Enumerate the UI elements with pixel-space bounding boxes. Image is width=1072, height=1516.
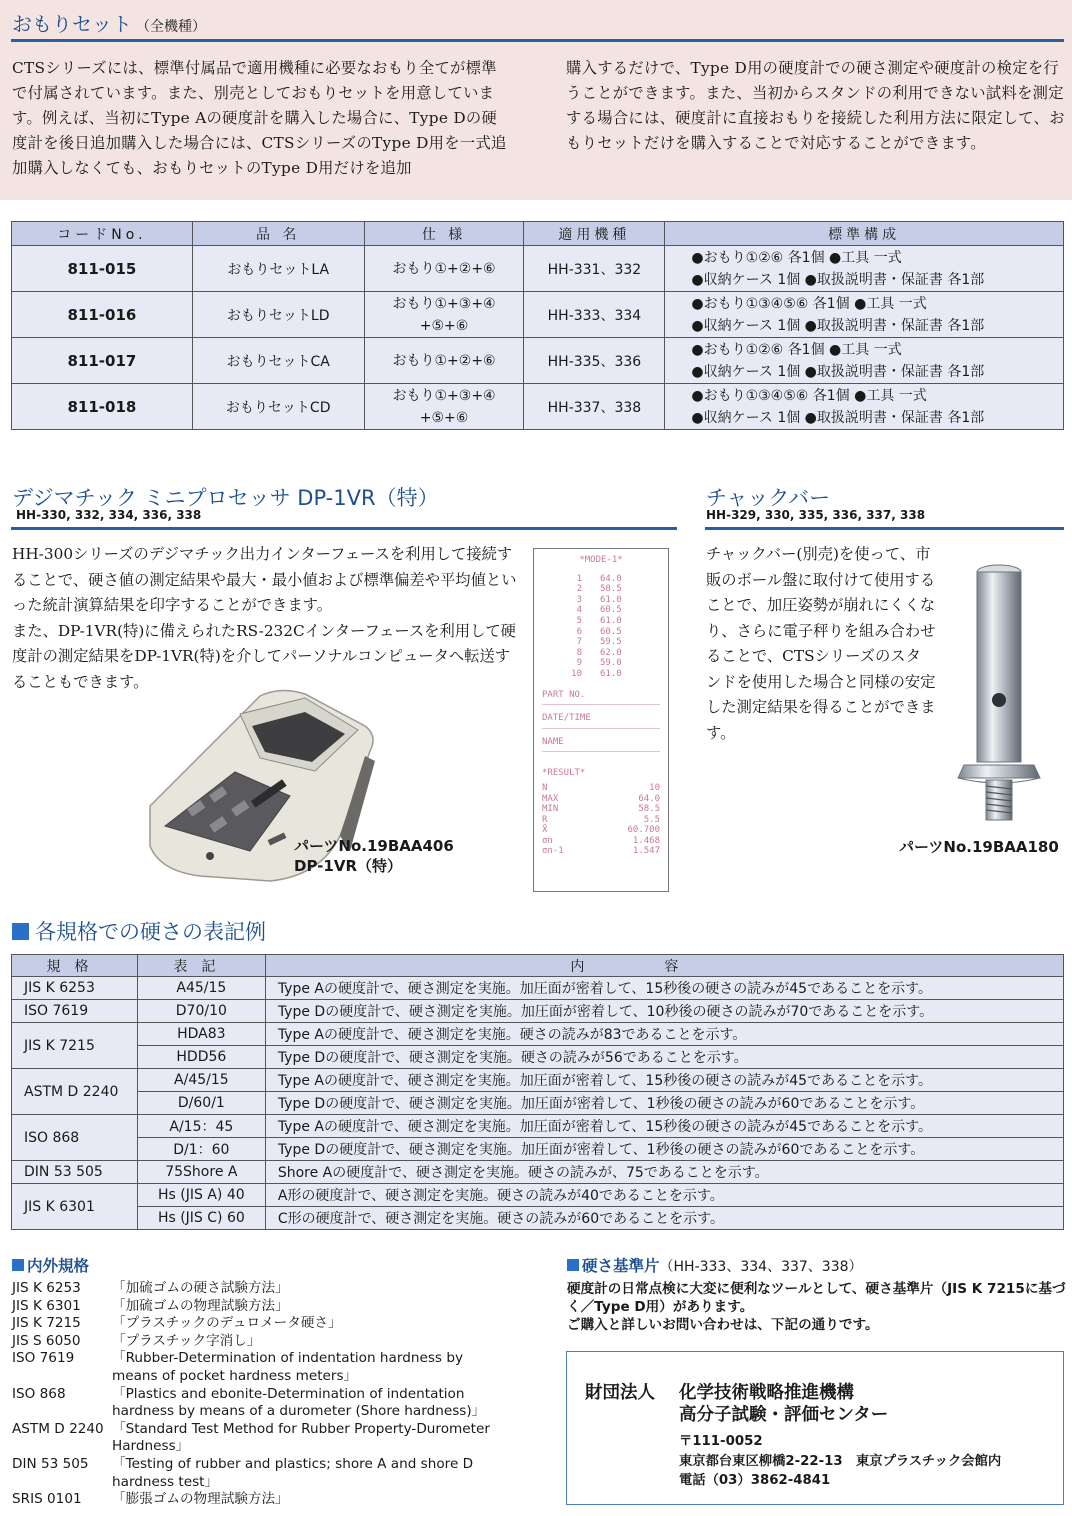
content-cell: Type Dの硬度計で、硬さ測定を実施。硬さの読みが56であることを示す。 <box>265 1046 1063 1069</box>
reference-block-description: 硬度計の日常点検に大変に便利なツールとして、硬さ基準片（JIS K 7215に基づく／Type D用）があります。 ご購入と詳しいお問い合わせは、下記の通りです。 <box>567 1281 1066 1333</box>
printer-models: HH-330, 332, 334, 336, 338 <box>16 508 202 522</box>
table-row <box>12 1023 1064 1046</box>
content-cell: Type Aの硬度計で、硬さ測定を実施。加圧面が密着して、15秒後の硬さの読みが45であることを示す。 <box>265 1069 1063 1092</box>
header-spec: 仕 様 <box>364 222 524 246</box>
list-item: JIS S 6050 「プラスチック字消し」 <box>12 1332 261 1349</box>
list-item: ISO 7619 「Rubber-Determination of indentation hardness by means of pocket hardness meters」 <box>12 1350 463 1384</box>
chuck-bar-models: HH-329, 330, 335, 336, 337, 338 <box>706 508 926 522</box>
model-cell: HH-333、334 <box>524 292 665 338</box>
spec-cell: おもり①+③+④ +⑤+⑥ <box>364 384 524 430</box>
header-standard: 規格 <box>12 955 138 977</box>
table-row <box>12 1161 1064 1184</box>
printout-sample: *MODE-1* 1 64.0 2 58.5 3 61.0 4 60.5 5 61.0 6 60.5 7 59.5 8 62.0 9 59.0 10 61.0 PART NO. DATE/TIME NAME *RESULT* N 10 MAX 64.0 MIN 58.5 R 5.5 X̄ 60.700 σn 1.468 σn-1 1.547 <box>533 548 669 892</box>
table-row <box>12 338 1064 384</box>
name-cell: おもりセットCD <box>192 384 364 430</box>
content-cell: Type Aの硬度計で、硬さ測定を実施。加圧面が密着して、15秒後の硬さの読みが45であることを示す。 <box>265 1115 1063 1138</box>
notation-cell: D70/10 <box>137 1000 265 1023</box>
list-item: DIN 53 505 「Testing of rubber and plastics; shore A and shore D hardness test」 <box>12 1455 474 1490</box>
standards-title: 内外規格 <box>12 1254 89 1276</box>
standard-cell: JIS K 6301 <box>12 1184 138 1230</box>
chuck-bar-title: チャックバー <box>706 486 831 510</box>
content-cell: Type Aの硬度計で、硬さ測定を実施。硬さの読みが83であることを示す。 <box>265 1023 1063 1046</box>
list-item: ASTM D 2240 「Standard Test Method for Rubber Property-Durometer Hardness」 <box>12 1420 490 1455</box>
list-item: JIS K 7215 「プラスチックのデュロメータ硬さ」 <box>12 1315 342 1332</box>
chuck-bar-part-label: パーツNo.19BAA180 <box>899 838 1059 856</box>
reference-block-title: 硬さ基準片（HH-333、334、337、338） <box>567 1254 863 1276</box>
spec-cell: おもり①+②+⑥ <box>364 338 524 384</box>
composition-cell: ●おもり①③④⑤⑥ 各1個 ●工具 一式 ●収納ケース 1個 ●取扱説明書・保証書 各1部 <box>665 384 1064 430</box>
notation-cell: A/15：45 <box>137 1115 265 1138</box>
hardness-notation-table <box>11 954 1064 1230</box>
header-notation: 表記 <box>137 955 265 977</box>
code-cell: 811-017 <box>12 338 193 384</box>
weight-set-intro-left: CTSシリーズには、標準付属品で適用機種に必要なおもり全てが標準で付属されています。また、別売としておもりセットを用意しています。例えば、当初にType Aの硬度計を購入した場合に、Type Dの硬度計を後日追加購入した場合には、CTSシリーズのType D用を一式追加購入しなくても、おもりセットのType D用だけを追加 <box>12 59 507 177</box>
spec-cell: おもり①+③+④ +⑤+⑥ <box>364 292 524 338</box>
standard-cell: ISO 868 <box>12 1115 138 1161</box>
standard-cell: JIS K 7215 <box>12 1023 138 1069</box>
composition-cell: ●おもり①②⑥ 各1個 ●工具 一式 ●収納ケース 1個 ●取扱説明書・保証書 各1部 <box>665 246 1064 292</box>
content-cell: Type Aの硬度計で、硬さ測定を実施。加圧面が密着して、15秒後の硬さの読みが45であることを示す。 <box>265 977 1063 1000</box>
list-item: JIS K 6253 「加硫ゴムの硬さ試験方法」 <box>12 1280 289 1296</box>
standard-cell: ISO 7619 <box>12 1000 138 1023</box>
content-cell: Shore Aの硬度計で、硬さ測定を実施。硬さの読みが、75であることを示す。 <box>265 1161 1063 1184</box>
standards-list <box>12 1280 512 1509</box>
square-bullet-icon <box>12 923 29 940</box>
printer-part-label: パーツNo.19BAA406 DP-1VR（特） <box>294 837 454 875</box>
square-bullet-icon <box>12 1259 24 1271</box>
contact-address: 〒111-0052 東京都台東区柳橋2-22-13 東京プラスチック会館内 電話（03）3862-4841 <box>679 1432 1063 1491</box>
code-cell: 811-018 <box>12 384 193 430</box>
notation-cell: HDA83 <box>137 1023 265 1046</box>
divider <box>11 39 1064 42</box>
composition-cell: ●おもり①③④⑤⑥ 各1個 ●工具 一式 ●収納ケース 1個 ●取扱説明書・保証書 各1部 <box>665 292 1064 338</box>
weight-set-table <box>11 221 1064 430</box>
notation-cell: A45/15 <box>137 977 265 1000</box>
table-row <box>12 1092 1064 1115</box>
standard-cell: DIN 53 505 <box>12 1161 138 1184</box>
table-row <box>12 977 1064 1000</box>
code-cell: 811-015 <box>12 246 193 292</box>
notation-cell: D/60/1 <box>137 1092 265 1115</box>
header-code: コードNo. <box>12 222 193 246</box>
name-cell: おもりセットCA <box>192 338 364 384</box>
header-model: 適用機種 <box>524 222 665 246</box>
printer-title: デジマチック ミニプロセッサ DP-1VR（特） <box>12 486 439 510</box>
content-cell: Type Dの硬度計で、硬さ測定を実施。加圧面が密着して、1秒後の硬さの読みが60であることを示す。 <box>265 1138 1063 1161</box>
printout-header: *MODE-1* <box>579 555 623 565</box>
model-cell: HH-331、332 <box>524 246 665 292</box>
header-composition: 標準構成 <box>665 222 1064 246</box>
table-row <box>12 1115 1064 1138</box>
header-content: 内容 <box>265 955 1063 977</box>
table-header-row <box>12 955 1064 977</box>
printout-stats: N 10 MAX 64.0 MIN 58.5 R 5.5 X̄ 60.700 σn 1.468 σn-1 1.547 <box>542 782 660 857</box>
list-item: JIS K 6301 「加硫ゴムの物理試験方法」 <box>12 1297 289 1314</box>
standard-cell: JIS K 6253 <box>12 977 138 1000</box>
notation-cell: D/1：60 <box>137 1138 265 1161</box>
notation-cell: Hs (JIS A) 40 <box>137 1184 265 1207</box>
composition-cell: ●おもり①②⑥ 各1個 ●工具 一式 ●収納ケース 1個 ●取扱説明書・保証書 各1部 <box>665 338 1064 384</box>
weight-set-title: おもりセット （全機種） <box>12 12 206 36</box>
content-cell: C形の硬度計で、硬さ測定を実施。硬さの読みが60であることを示す。 <box>265 1207 1063 1230</box>
table-row <box>12 1184 1064 1207</box>
code-cell: 811-016 <box>12 292 193 338</box>
table-header-row <box>12 222 1064 246</box>
weight-set-intro-right: 購入するだけで、Type D用の硬度計での硬さ測定や硬度計の検定を行うことができます。また、当初からスタンドの利用できない試料を測定する場合には、硬度計に直接おもりを接続した利用方法に限定して、おもりセットだけを購入することで対応することができます。 <box>566 59 1065 152</box>
model-cell: HH-337、338 <box>524 384 665 430</box>
header-name: 品 名 <box>192 222 364 246</box>
notation-cell: A/45/15 <box>137 1069 265 1092</box>
square-bullet-icon <box>567 1259 579 1271</box>
organization: 財団法人 化学技術戦略推進機構 高分子試験・評価センター <box>585 1383 889 1425</box>
divider <box>705 527 1064 530</box>
chuck-bar-image <box>954 560 1044 830</box>
divider <box>11 527 677 530</box>
name-cell: おもりセットLD <box>192 292 364 338</box>
contact-phone: 電話（03）3862-4841 <box>679 1473 831 1488</box>
contact-box <box>566 1351 1064 1505</box>
hardness-notation-title: 各規格での硬さの表記例 <box>12 916 266 946</box>
table-row <box>12 246 1064 292</box>
chuck-bar-description: チャックバー(別売)を使って、市販のボール盤に取付けて使用することで、加圧姿勢が崩れにくくなり、さらに電子秤りを組み合わせることで、CTSシリーズのスタンドを使用した場合と同様の安定した測定結果を得ることができます。 <box>706 545 936 742</box>
content-cell: Type Dの硬度計で、硬さ測定を実施。加圧面が密着して、10秒後の硬さの読みが70であることを示す。 <box>265 1000 1063 1023</box>
table-row <box>12 292 1064 338</box>
table-row <box>12 1046 1064 1069</box>
notation-cell: 75Shore A <box>137 1161 265 1184</box>
content-cell: Type Dの硬度計で、硬さ測定を実施。加圧面が密着して、1秒後の硬さの読みが60であることを示す。 <box>265 1092 1063 1115</box>
printer-description: HH-300シリーズのデジマチック出力インターフェースを利用して接続することで、硬さ値の測定結果や最大・最小値および標準偏差や平均値といった統計演算結果を印字することができます。 また、DP-1VR(特)に備えられたRS-232Cインターフェースを利用して硬度計の測定結果をDP-1VR(特)を介してパーソナルコンピュータへ転送することもできます。 <box>12 545 517 691</box>
standard-cell: ASTM D 2240 <box>12 1069 138 1115</box>
spec-cell: おもり①+②+⑥ <box>364 246 524 292</box>
table-row <box>12 1138 1064 1161</box>
name-cell: おもりセットLA <box>192 246 364 292</box>
printout-readings: 1 64.0 2 58.5 3 61.0 4 60.5 5 61.0 6 60.5 7 59.5 8 62.0 9 59.0 10 61.0 <box>571 573 622 679</box>
model-cell: HH-335、336 <box>524 338 665 384</box>
table-row <box>12 384 1064 430</box>
notation-cell: HDD56 <box>137 1046 265 1069</box>
table-row <box>12 1000 1064 1023</box>
notation-cell: Hs (JIS C) 60 <box>137 1207 265 1230</box>
list-item: ISO 868 「Plastics and ebonite-Determination of indentation hardness by means of a durometer (Shore hardness)」 <box>12 1385 486 1420</box>
content-cell: A形の硬度計で、硬さ測定を実施。硬さの読みが40であることを示す。 <box>265 1184 1063 1207</box>
list-item: SRIS 0101 「膨張ゴムの物理試験方法」 <box>12 1491 289 1508</box>
table-row <box>12 1069 1064 1092</box>
table-row <box>12 1207 1064 1230</box>
